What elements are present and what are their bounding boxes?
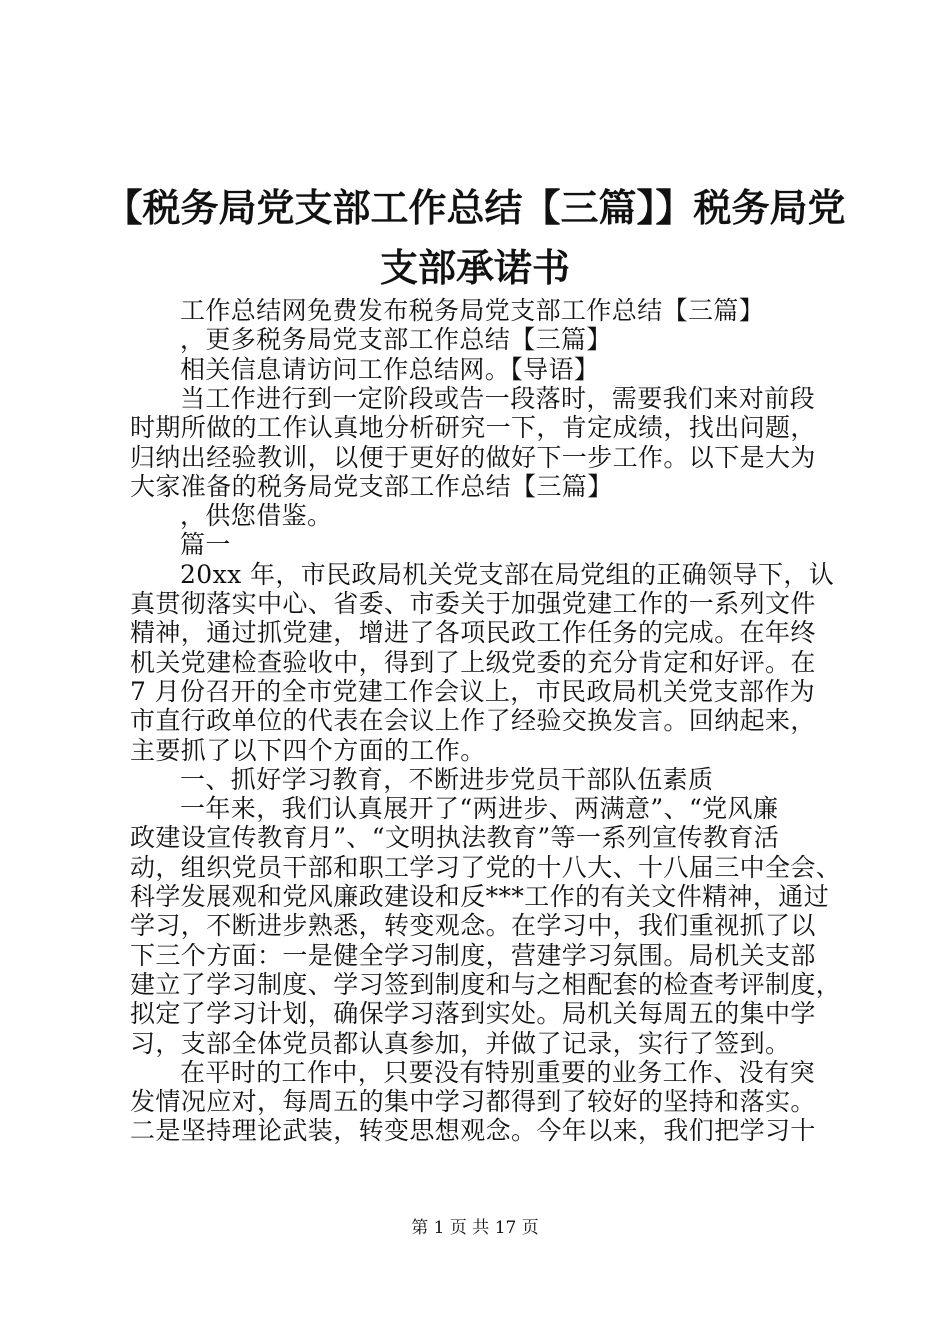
body-text-line: 拟定了学习计划，确保学习落到实处。局机关每周五的集中学: [130, 999, 816, 1029]
body-text-line: 精神，通过抓党建，增进了各项民政工作任务的完成。在年终: [130, 618, 816, 648]
body-text-line: ，更多税务局党支部工作总结【三篇】: [180, 325, 612, 355]
body-text-line: 市直行政单位的代表在会议上作了经验交换发言。回纳起来，: [130, 706, 816, 736]
body-text-line: 工作总结网免费发布税务局党支部工作总结【三篇】: [180, 296, 765, 325]
body-text-line: 相关信息请访问工作总结网。【导语】: [180, 354, 600, 384]
body-text-line: 下三个方面：一是健全学习制度，营建学习氛围。局机关支部: [130, 940, 816, 970]
body-text-line: 学习，不断进步熟悉，转变观念。在学习中，我们重视抓了以: [130, 911, 816, 941]
body-text-line: 7 月份召开的全市党建工作会议上，市民政局机关党支部作为: [130, 676, 816, 706]
body-text-line: 篇一: [180, 530, 231, 560]
body-text-line: 机关党建检查验收中，得到了上级党委的充分肯定和好评。在: [130, 647, 816, 677]
body-text-line: 政建设宣传教育月”、“文明执法教育”等一系列宣传教育活: [130, 823, 780, 853]
body-text-line: 发情况应对，每周五的集中学习都得到了较好的坚持和落实。: [130, 1087, 816, 1117]
body-text-line: 动，组织党员干部和职工学习了党的十八大、十八届三中全会、: [130, 852, 842, 882]
body-text-line: 习，支部全体党员都认真参加，并做了记录，实行了签到。: [130, 1028, 791, 1058]
body-text-line: 大家准备的税务局党支部工作总结【三篇】: [130, 471, 613, 501]
body-text-line: 主要抓了以下四个方面的工作。: [130, 735, 486, 765]
body-text-line: 一年来，我们认真展开了“两进步、两满意”、“党风廉: [180, 794, 779, 824]
body-text-line: 时期所做的工作认真地分析研究一下，肯定成绩，找出问题，: [130, 413, 816, 443]
body-text-line: 当工作进行到一定阶段或告一段落时，需要我们来对前段: [180, 383, 816, 413]
body-text-line: 建立了学习制度、学习签到制度和与之相配套的检查考评制度，: [130, 969, 842, 999]
body-text-line: 二是坚持理论武装，转变思想观念。今年以来，我们把学习十: [130, 1116, 816, 1146]
document-title-line-2: 支部承诺书: [379, 245, 570, 290]
body-text-line: 归纳出经验教训，以便于更好的做好下一步工作。以下是大为: [130, 442, 816, 472]
body-text-line: 真贯彻落实中心、省委、市委关于加强党建工作的一系列文件: [130, 589, 816, 618]
page-footer: 第 1 页 共 17 页: [411, 1218, 539, 1238]
body-text-line: ，供您借鉴。: [180, 501, 333, 531]
body-text-line: 20xx 年，市民政局机关党支部在局党组的正确领导下，认: [180, 559, 835, 589]
body-text-line: 在平时的工作中，只要没有特别重要的业务工作、没有突: [180, 1057, 816, 1087]
document-title-line-1: 【税务局党支部工作总结【三篇】】税务局党: [104, 185, 846, 230]
body-text-line: 一、抓好学习教育，不断进步党员干部队伍素质: [180, 764, 714, 794]
body-text-line: 科学发展观和党风廉政建设和反***工作的有关文件精神，通过: [130, 882, 830, 911]
